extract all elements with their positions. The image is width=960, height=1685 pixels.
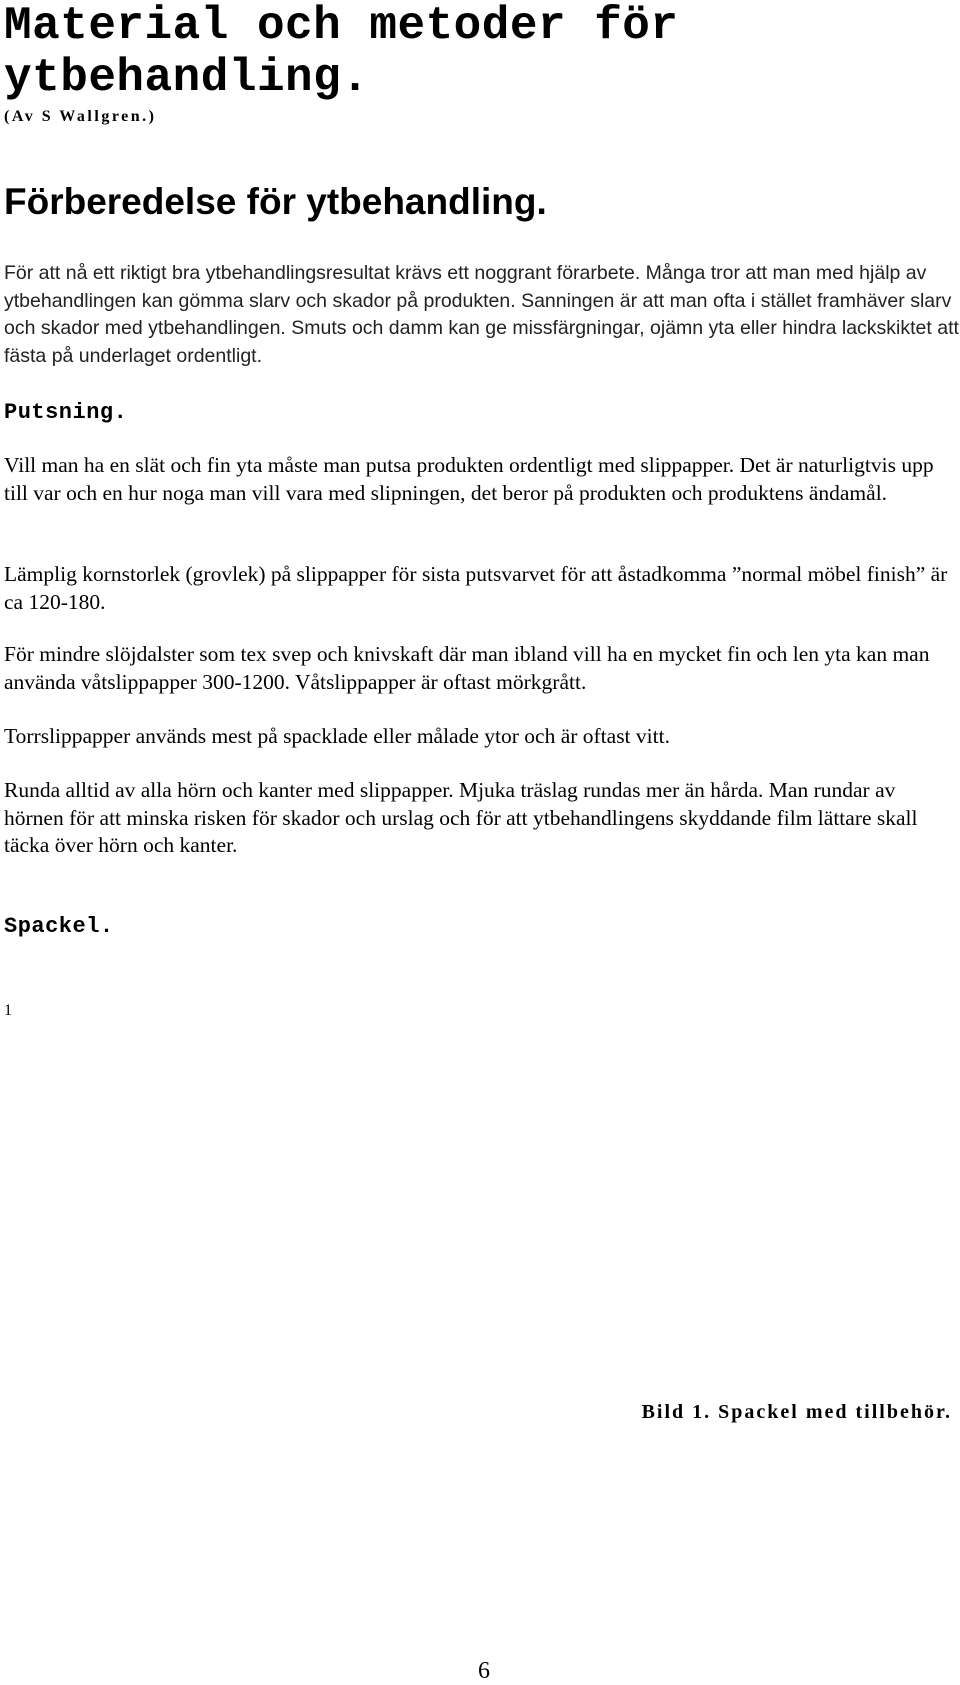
figure-caption: Bild 1. Spackel med tillbehör.	[641, 1401, 952, 1423]
document-title: Material och metoder för ytbehandling.	[4, 0, 679, 104]
footnote-marker: 1	[4, 1002, 12, 1019]
putsning-paragraph-4: Torrslippapper används mest på spacklade eller målade ytor och är oftast vitt.	[4, 724, 670, 748]
putsning-heading: Putsning.	[4, 400, 128, 425]
section-heading: Förberedelse för ytbehandling.	[4, 181, 547, 222]
author-line: (Av S Wallgren.)	[4, 108, 157, 125]
page-number: 6	[478, 1658, 490, 1684]
intro-paragraph: För att nå ett riktigt bra ytbehandlingsresultat krävs ett noggrant förarbete. Många tror att man med hjälp av ytbehandlingen kan gömma slarv och skador på produkten. Sanningen är att man ofta i stället framhäver slarv och skador med ytbehandlingen. Smuts och damm kan ge missfärgningar, ojämn yta eller hindra lackskiktet att fästa på underlaget ordentligt.	[4, 262, 959, 367]
putsning-paragraph-3: För mindre slöjdalster som tex svep och knivskaft där man ibland vill ha en mycket fin och len yta kan man använda våtslippapper 300-1200. Våtslippapper är oftast mörkgrått.	[4, 642, 930, 694]
putsning-paragraph-2: Lämplig kornstorlek (grovlek) på slippapper för sista putsvarvet för att åstadkomma ”normal möbel finish” är ca 120-180.	[4, 562, 948, 614]
putsning-paragraph-5: Runda alltid av alla hörn och kanter med slippapper. Mjuka träslag rundas mer än hårda. Man rundar av hörnen för att minska risken för skador och urslag och för att ytbehandlingens skyddande film lättare skall täcka över hörn och kanter.	[4, 778, 918, 857]
spackel-heading: Spackel.	[4, 914, 114, 939]
putsning-paragraph-1: Vill man ha en slät och fin yta måste man putsa produkten ordentligt med slippapper. Det är naturligtvis upp till var och en hur noga man vill vara med slipningen, det beror på produkten och produktens ändamål.	[4, 453, 934, 505]
